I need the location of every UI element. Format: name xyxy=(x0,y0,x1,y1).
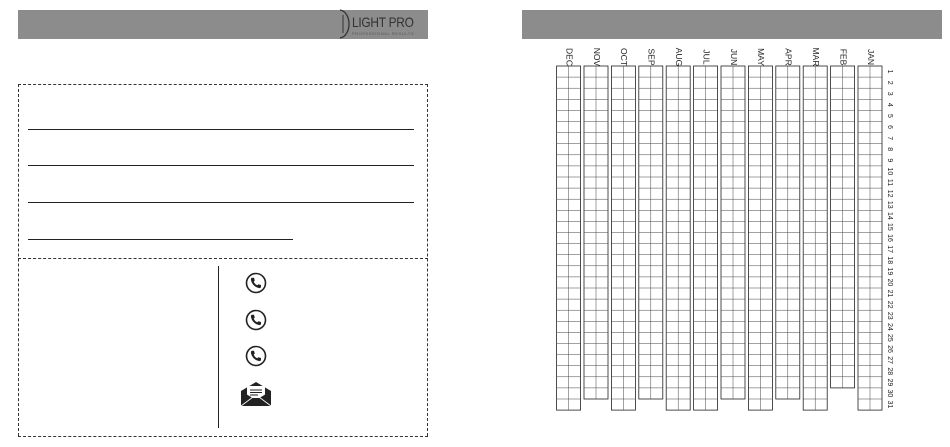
month-column-jan xyxy=(858,66,882,410)
month-label-may: MAY xyxy=(756,48,767,66)
day-number-label: 15 xyxy=(886,223,894,231)
month-label-feb: FEB xyxy=(838,48,849,66)
month-column-jun xyxy=(721,66,745,399)
day-number-label: 7 xyxy=(886,136,894,141)
month-label-aug: AUG xyxy=(673,47,684,67)
month-label-jan: JAN xyxy=(865,48,876,66)
day-number-label: 20 xyxy=(886,278,894,287)
month-column-oct xyxy=(611,66,635,410)
month-label-jul: JUL xyxy=(701,49,712,65)
day-number-label: 30 xyxy=(886,389,894,398)
day-number-label: 1 xyxy=(886,69,894,74)
day-number-label: 9 xyxy=(886,158,894,163)
month-column-feb xyxy=(831,66,855,388)
day-number-label: 4 xyxy=(886,102,894,107)
day-number-label: 31 xyxy=(886,400,894,409)
day-number-label: 28 xyxy=(886,367,894,376)
day-number-label: 23 xyxy=(886,311,894,320)
day-number-label: 2 xyxy=(886,80,894,85)
day-number-label: 6 xyxy=(886,125,894,130)
day-number-label: 17 xyxy=(886,245,894,254)
month-column-sep xyxy=(639,66,663,399)
day-number-label: 8 xyxy=(886,147,894,152)
day-number-label: 3 xyxy=(886,91,894,96)
day-number-label: 26 xyxy=(886,345,894,353)
day-number-label: 12 xyxy=(886,189,894,198)
month-column-apr xyxy=(776,66,800,399)
day-number-label: 11 xyxy=(886,178,894,187)
day-number-label: 25 xyxy=(886,334,894,342)
day-number-label: 21 xyxy=(886,289,894,298)
month-column-dec xyxy=(557,66,581,410)
day-number-label: 14 xyxy=(886,211,894,220)
month-label-mar: MAR xyxy=(810,47,821,67)
month-column-may xyxy=(748,66,772,410)
day-number-label: 24 xyxy=(886,322,894,331)
day-number-label: 5 xyxy=(886,113,894,118)
day-number-label: 29 xyxy=(886,378,894,387)
month-label-dec: DEC xyxy=(564,48,575,66)
day-number-label: 10 xyxy=(886,167,894,176)
month-label-oct: OCT xyxy=(619,48,630,66)
month-column-mar xyxy=(803,66,827,410)
day-number-label: 18 xyxy=(886,256,894,265)
month-column-jul xyxy=(694,66,718,410)
day-number-label: 22 xyxy=(886,300,894,309)
logo-tagline: PROFESSIONAL RESULTS xyxy=(352,31,415,36)
month-column-nov xyxy=(584,66,608,399)
month-column-aug xyxy=(666,66,690,410)
month-label-jun: JUN xyxy=(728,48,739,66)
day-number-label: 16 xyxy=(886,234,894,242)
month-label-nov: NOV xyxy=(591,47,602,67)
day-number-label: 27 xyxy=(886,356,894,365)
logo-name: LIGHT PRO xyxy=(352,14,414,30)
month-label-sep: SEP xyxy=(646,48,657,66)
month-label-apr: APR xyxy=(783,48,794,66)
day-number-label: 19 xyxy=(886,267,894,276)
day-number-label: 13 xyxy=(886,200,894,209)
